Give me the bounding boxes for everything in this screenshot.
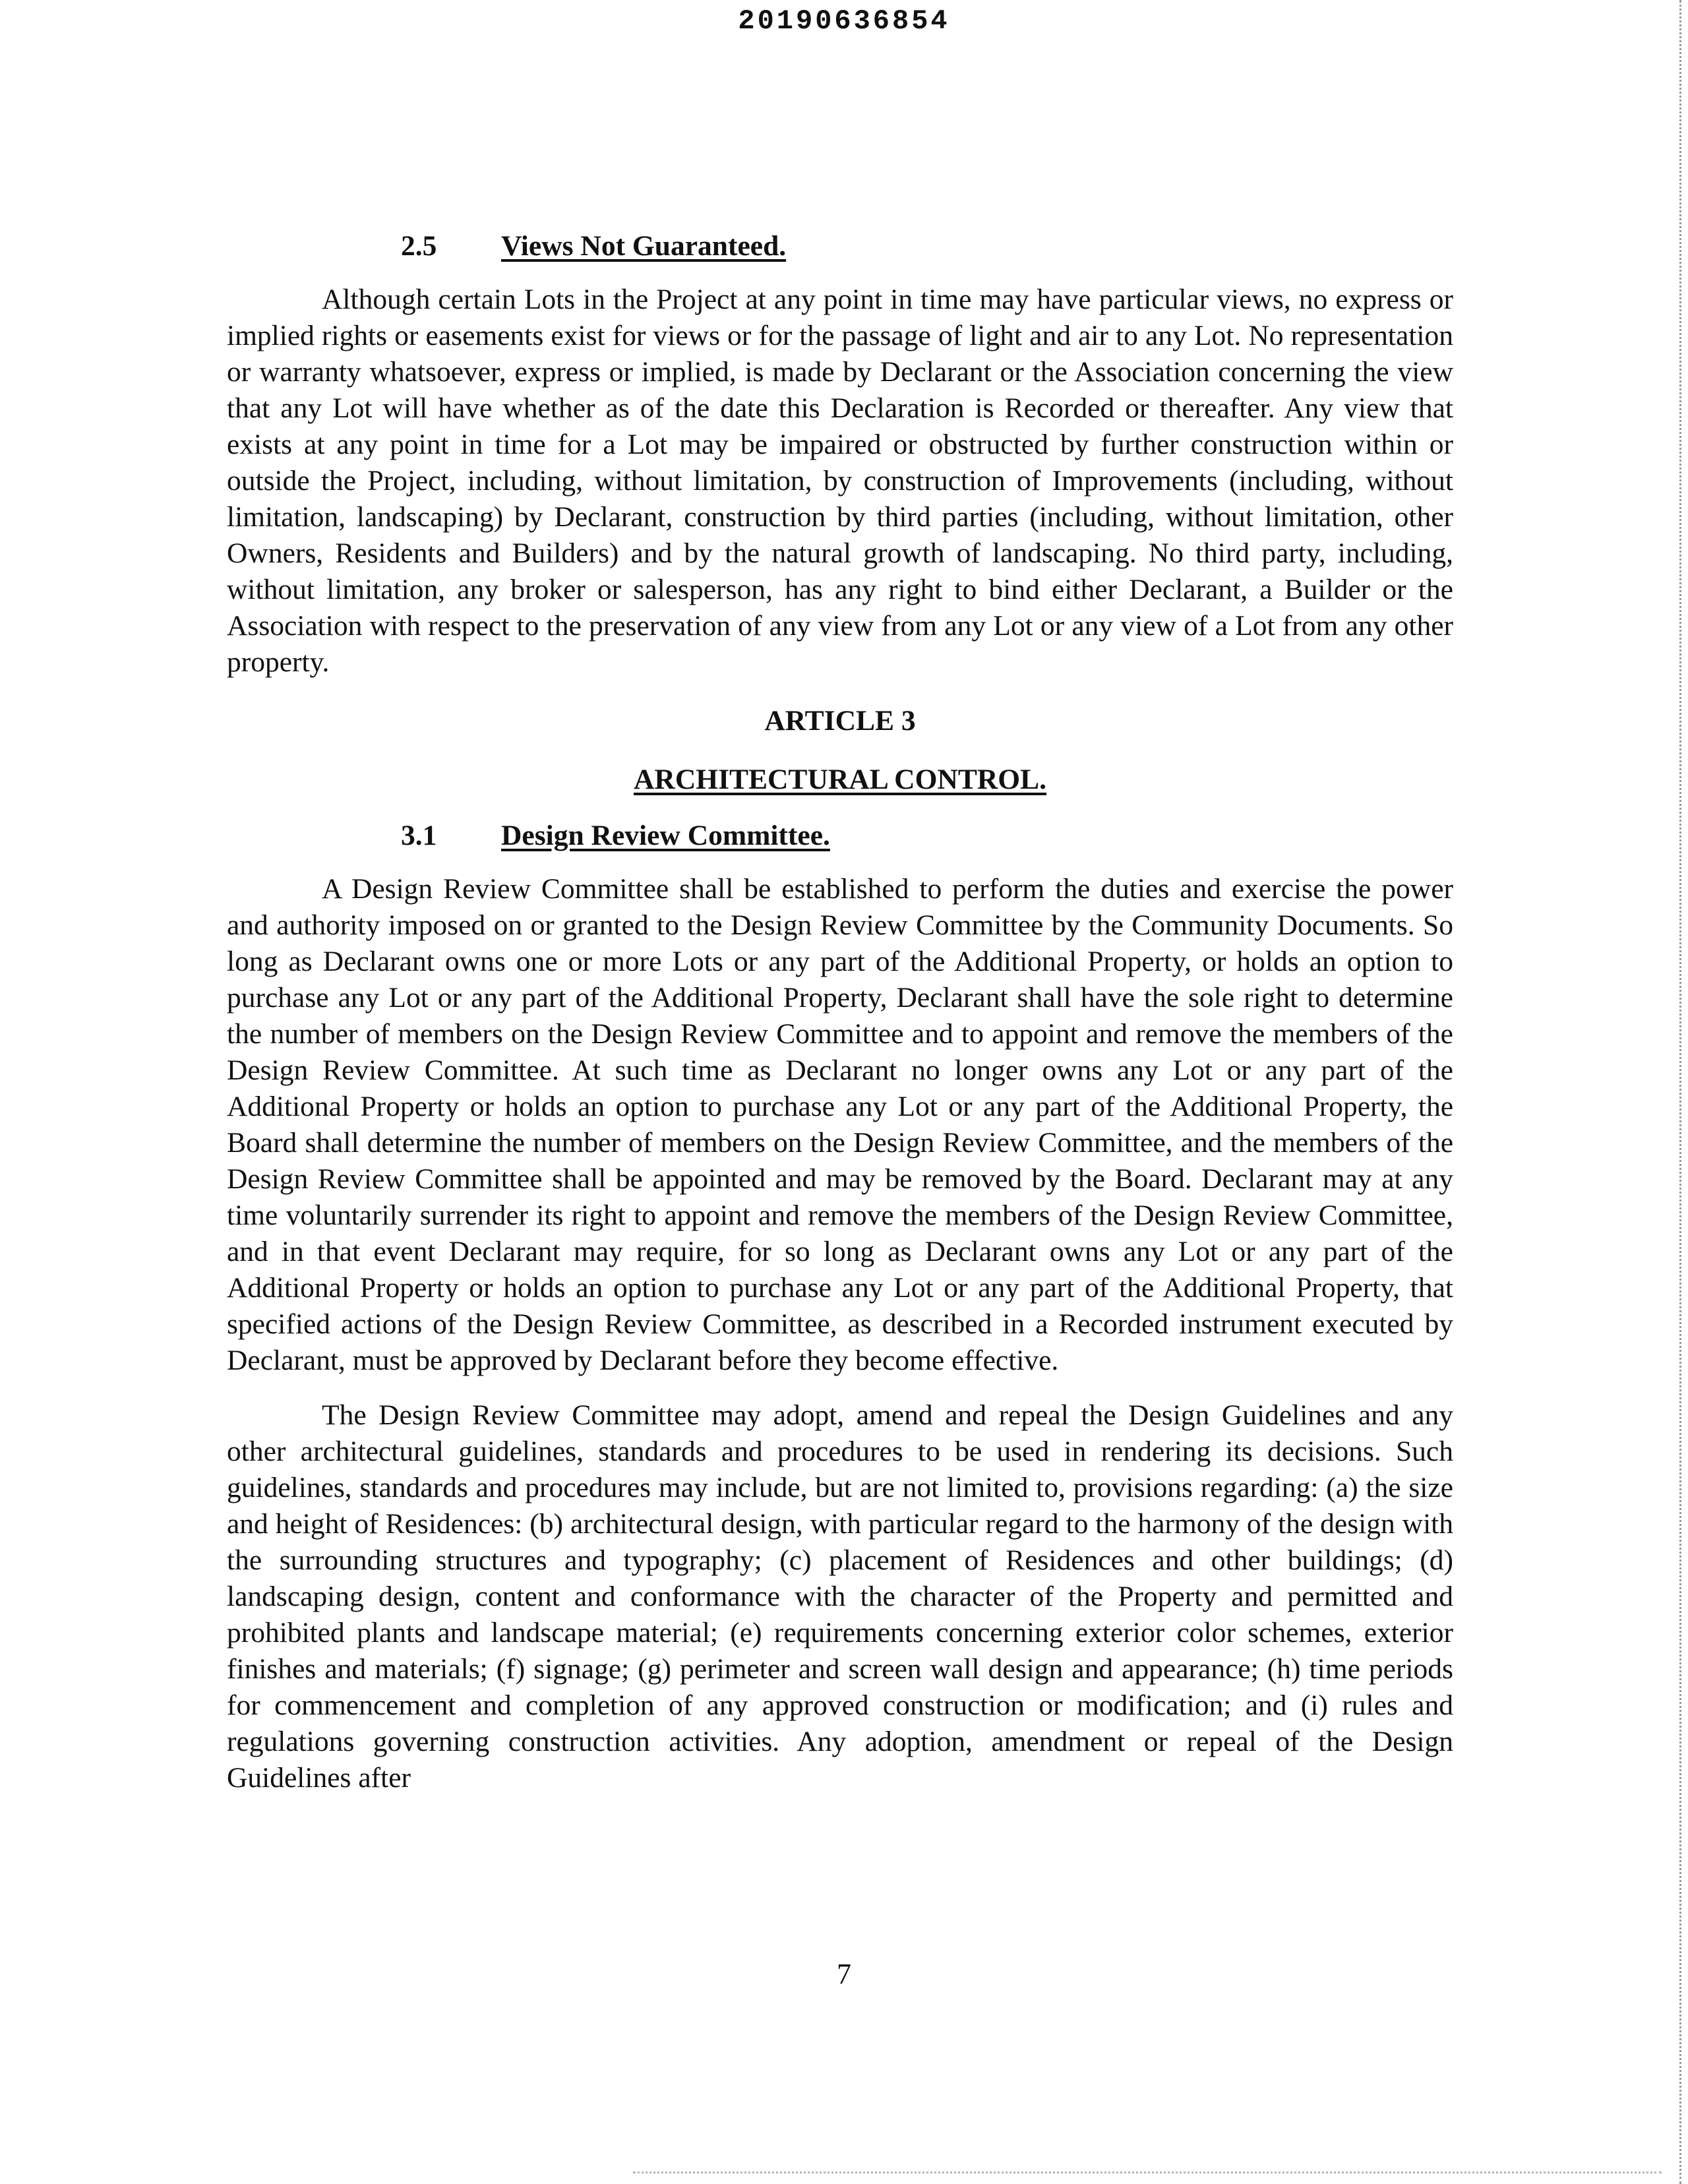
section-2-5-heading [227,228,1453,264]
document-body [227,228,1453,1796]
page-number: 7 [837,1958,851,1990]
scan-bottom-edge [633,2171,1662,2173]
scan-right-edge [1679,0,1681,2184]
section-3-1-paragraph-2: The Design Review Committee may adopt, amend and repeal the Design Guidelines and any other architectural guidelines, standards and procedures to be used in rendering its decisions. Such guidelines, standards and procedures may include, but are not limited to, provisions regarding: (a) the size and height of Residences: (b) architectural design, with particular regard to the harmony of the design with the surrounding structures and typography; (c) placement of Residences and other buildings; (d) landscaping design, content and conformance with the character of the Property and permitted and prohibited plants and landscape material; (e) requirements concerning exterior color schemes, exterior finishes and materials; (f) signage; (g) perimeter and screen wall design and appearance; (h) time periods for commencement and completion of any approved construction or modification; and (i) rules and regulations governing construction activities. Any adoption, amendment or repeal of the Design Guidelines after [227,1399,1453,1794]
article-heading: ARTICLE 3 [764,705,916,737]
section-number: 3.1 [401,820,437,851]
document-number: 20190636854 [738,5,950,37]
article-title [227,762,1453,798]
section-title: Design Review Committee. [501,820,830,851]
section-3-1-paragraph-1: A Design Review Committee shall be established to perform the duties and exercise the power and authority imposed on or granted to the Design Review Committee by the Community Documents. So long as Declarant owns one or more Lots or any part of the Additional Property, or holds an option to purchase any Lot or any part of the Additional Property, Declarant shall have the sole right to determine the number of members on the Design Review Committee and to appoint and remove the members of the Design Review Committee. At such time as Declarant no longer owns any Lot or any part of the Additional Property or holds an option to purchase any Lot or any part of the Additional Property, the Board shall determine the number of members on the Design Review Committee, and the members of the Design Review Committee shall be appointed and may be removed by the Board. Declarant may at any time voluntarily surrender its right to appoint and remove the members of the Design Review Committee, and in that event Declarant may require, for so long as Declarant owns any Lot or any part of the Additional Property or holds an option to purchase any Lot or any part of the Additional Property, that specified actions of the Design Review Committee, as described in a Recorded instrument executed by Declarant, must be approved by Declarant before they become effective. [227,873,1453,1376]
article-title-text: ARCHITECTURAL CONTROL. [633,764,1046,795]
section-title: Views Not Guaranteed. [501,230,787,262]
section-3-1-heading [227,818,1453,854]
section-2-5-paragraph: Although certain Lots in the Project at any point in time may have particular views, no express or implied rights or easements exist for views or for the passage of light and air to any Lot. No representation or warranty whatsoever, express or implied, is made by Declarant or the Association concerning the view that any Lot will have whether as of the date this Declaration is Recorded or thereafter. Any view that exists at any point in time for a Lot may be impaired or obstructed by further construction within or outside the Project, including, without limitation, by construction of Improvements (including, without limitation, landscaping) by Declarant, construction by third parties (including, without limitation, other Owners, Residents and Builders) and by the natural growth of landscaping. No third party, including, without limitation, any broker or salesperson, has any right to bind either Declarant, a Builder or the Association with respect to the preservation of any view from any Lot or any view of a Lot from any other property. [227,284,1453,678]
section-number: 2.5 [401,230,437,262]
